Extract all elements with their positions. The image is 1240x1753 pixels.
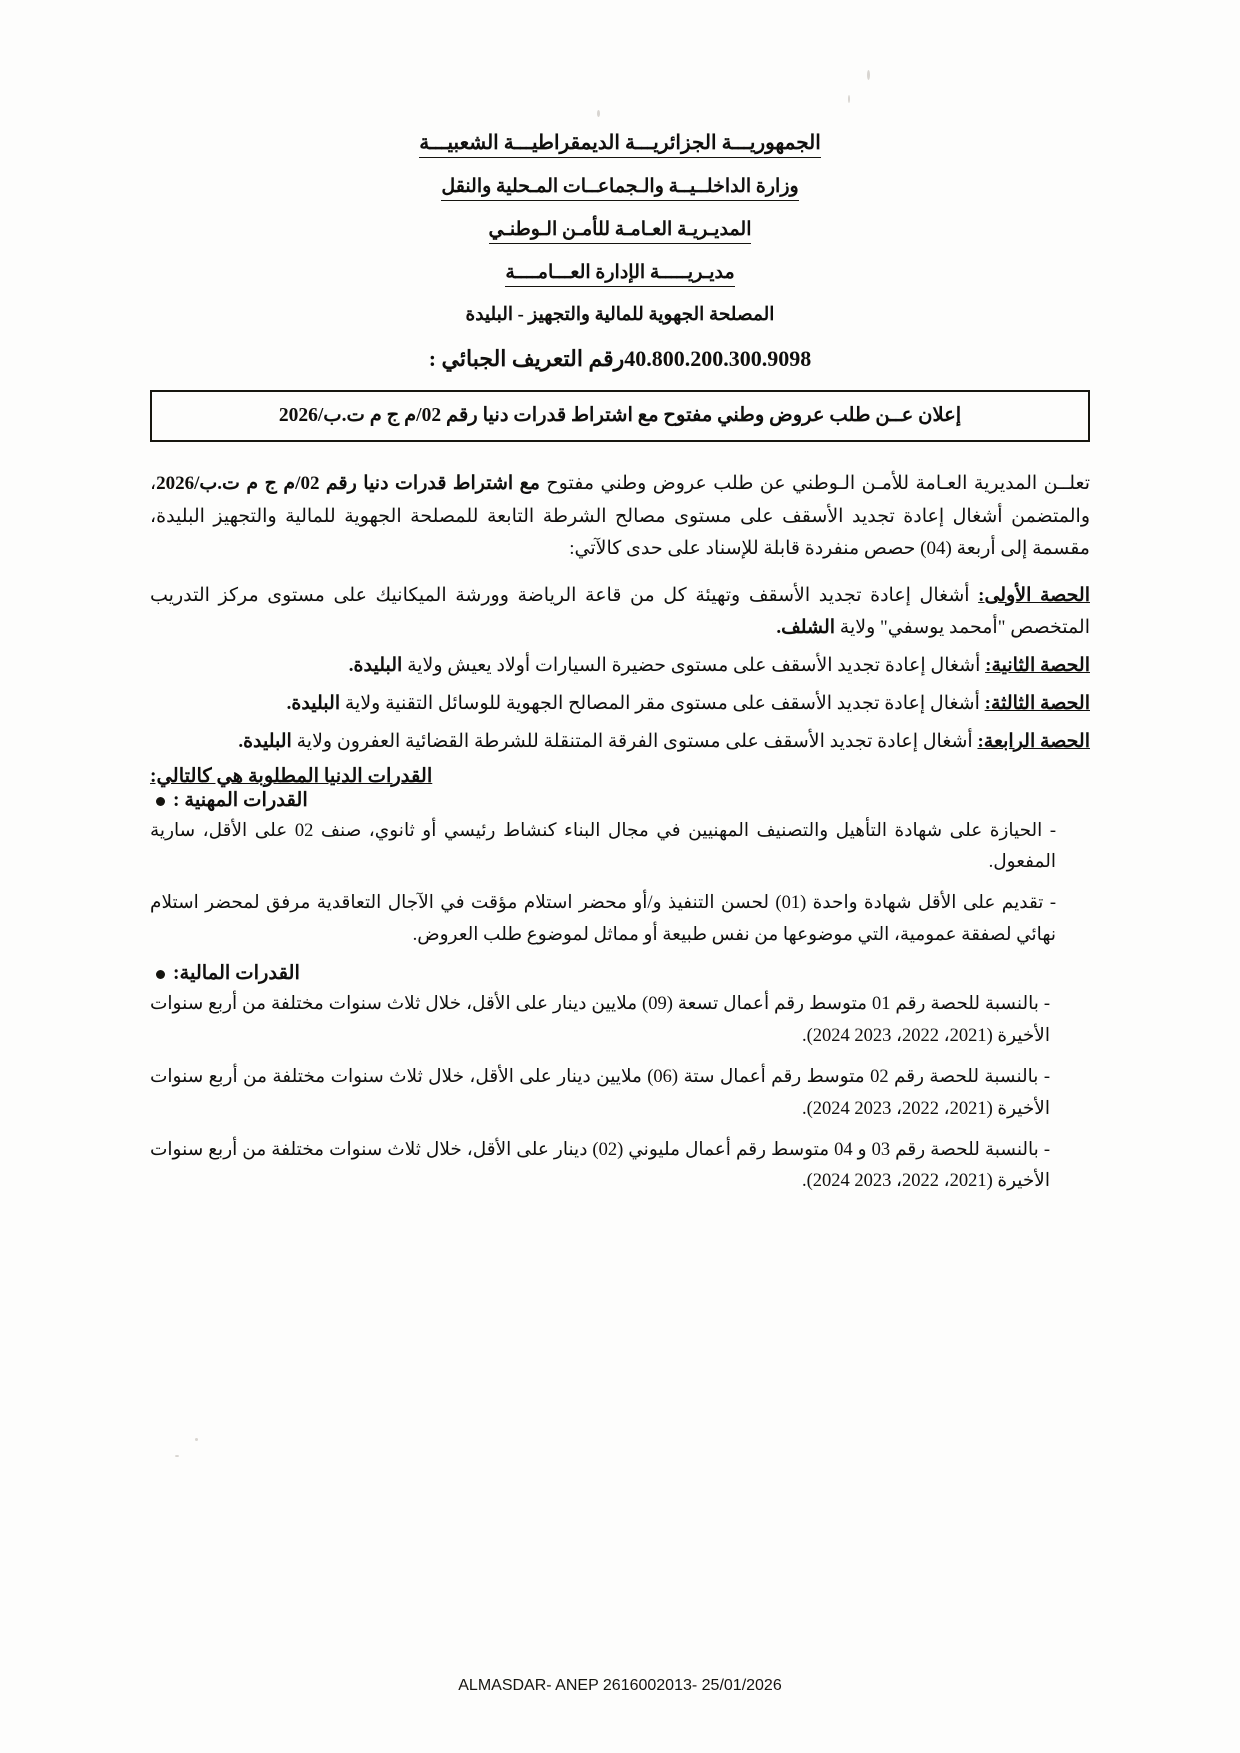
lot-item	[150, 650, 1090, 682]
header-ministry-line: وزارة الداخلــيــة والـجماعــات المـحلية والنقل	[150, 175, 1090, 201]
lot-text: أشغال إعادة تجديد الأسقف وتهيئة كل من قاعة الرياضة وورشة الميكانيك على مستوى مركز التدريب المتخصص "أمحمد يوسفي" ولاية	[150, 585, 1090, 638]
intro-bold-reference: مع اشتراط قدرات دنيا رقم 02/م ج م ت.ب/2026	[156, 473, 540, 494]
fiscal-id-label: رقم التعريف الجبائي :	[428, 346, 625, 371]
lot-label: الحصة الثانية:	[985, 654, 1090, 676]
scan-speck	[597, 110, 600, 117]
lot-label: الحصة الثالثة:	[984, 692, 1090, 714]
bullet-dot-icon	[156, 970, 165, 979]
professional-capacity-item: - الحيازة على شهادة التأهيل والتصنيف المهنيين في مجال البناء كنشاط رئيسي أو ثانوي، صنف 02 على الأقل، سارية المفعول.	[150, 820, 1056, 872]
financial-capacity-item: - بالنسبة للحصة رقم 03 و 04 متوسط رقم أعمال مليوني (02) دينار على الأقل، خلال ثلاث سنوات مختلفة من أربع سنوات الأخيرة (2021، 2022، 2023 2024).	[150, 1140, 1050, 1192]
document-header	[150, 130, 1090, 326]
financial-capacity-item: - بالنسبة للحصة رقم 01 متوسط رقم أعمال تسعة (09) ملايين دينار على الأقل، خلال ثلاث سنوات مختلفة من أربع سنوات الأخيرة (2021، 2022، 2023 2024).	[150, 994, 1050, 1046]
lot-wilaya: الشلف.	[776, 616, 836, 638]
lot-text: أشغال إعادة تجديد الأسقف على مستوى مقر المصالح الجهوية للوسائل التقنية ولاية	[340, 692, 985, 714]
header-country-line: الجمهوريـــة الجزائريـــة الديمقراطيـــة الشعبيـــة	[150, 130, 1090, 158]
header-directorate-line: المديـريـة العـامـة للأمـن الـوطنـي	[150, 218, 1090, 244]
capacities-list	[150, 788, 1090, 1198]
announcement-title-box	[150, 390, 1090, 442]
lot-item	[150, 688, 1090, 720]
professional-capacity-label: القدرات المهنية :	[173, 789, 308, 811]
intro-paragraph	[150, 468, 1090, 566]
professional-capacity-item: - تقديم على الأقل شهادة واحدة (01) لحسن التنفيذ و/أو محضر استلام مؤقت في الآجال التعاقدية مرفق لمحضر استلام نهائي لصفقة عمومية، التي موضوعها من نفس طبيعة أو مماثل لموضوع طلب العروض.	[150, 893, 1057, 945]
capacity-group-financial	[150, 961, 1090, 1198]
financial-capacity-item: - بالنسبة للحصة رقم 02 متوسط رقم أعمال ستة (06) ملايين دينار على الأقل، خلال ثلاث سنوات مختلفة من أربع سنوات الأخيرة (2021، 2022، 2023 2024).	[150, 1067, 1050, 1119]
header-administration-line: مديـريـــــة الإدارة العـــامــــة	[150, 261, 1090, 287]
capacities-title-wrap	[150, 764, 1090, 788]
lot-label: الحصة الرابعة:	[977, 730, 1090, 752]
scan-speck	[195, 1438, 198, 1441]
fiscal-id-number: 40.800.200.300.9098	[624, 346, 812, 371]
lot-text: أشغال إعادة تجديد الأسقف على مستوى الفرقة المتنقلة للشرطة القضائية العفرون ولاية	[291, 730, 978, 752]
fiscal-id-line	[150, 346, 1090, 372]
scan-speck	[848, 95, 850, 103]
scan-speck	[175, 1455, 179, 1457]
capacity-group-professional	[150, 788, 1090, 952]
intro-part-2: ، والمتضمن أشغال إعادة تجديد الأسقف على مستوى مصالح الشرطة التابعة للمصلحة الجهوية للمالية والتجهيز البليدة، مقسمة إلى أربعة (04) حصص منفردة قابلة للإسناد على حدى كالآتي:	[150, 473, 1090, 560]
announcement-title: إعلان عــن طلب عروض وطني مفتوح مع اشتراط قدرات دنيا رقم 02/م ج م ت.ب/2026	[278, 405, 962, 426]
financial-capacity-label: القدرات المالية:	[173, 963, 300, 985]
lot-wilaya: البليدة.	[238, 730, 292, 752]
professional-capacity-heading	[150, 788, 1090, 812]
lot-wilaya: البليدة.	[286, 692, 341, 714]
financial-capacity-heading	[150, 961, 1090, 985]
lot-item	[150, 726, 1090, 758]
header-regional-service-line: المصلحة الجهوية للمالية والتجهيز - البليدة	[465, 305, 775, 325]
lot-item	[150, 580, 1090, 644]
lot-label: الحصة الأولى:	[978, 585, 1090, 607]
document-content	[150, 130, 1090, 1208]
document-footer: ALMASDAR- ANEP 2616002013- 25/01/2026	[458, 1677, 782, 1694]
bullet-dot-icon	[156, 797, 165, 806]
lot-text: أشغال إعادة تجديد الأسقف على مستوى حضيرة السيارات أولاد يعيش ولاية	[402, 654, 986, 676]
scan-speck	[867, 70, 870, 80]
capacities-title: القدرات الدنيا المطلوبة هي كالتالي:	[150, 765, 433, 787]
lot-wilaya: البليدة.	[348, 654, 403, 676]
intro-part-1: تعلــن المديرية العـامة للأمـن الـوطني عن طلب عروض وطني مفتوح	[539, 473, 1090, 494]
